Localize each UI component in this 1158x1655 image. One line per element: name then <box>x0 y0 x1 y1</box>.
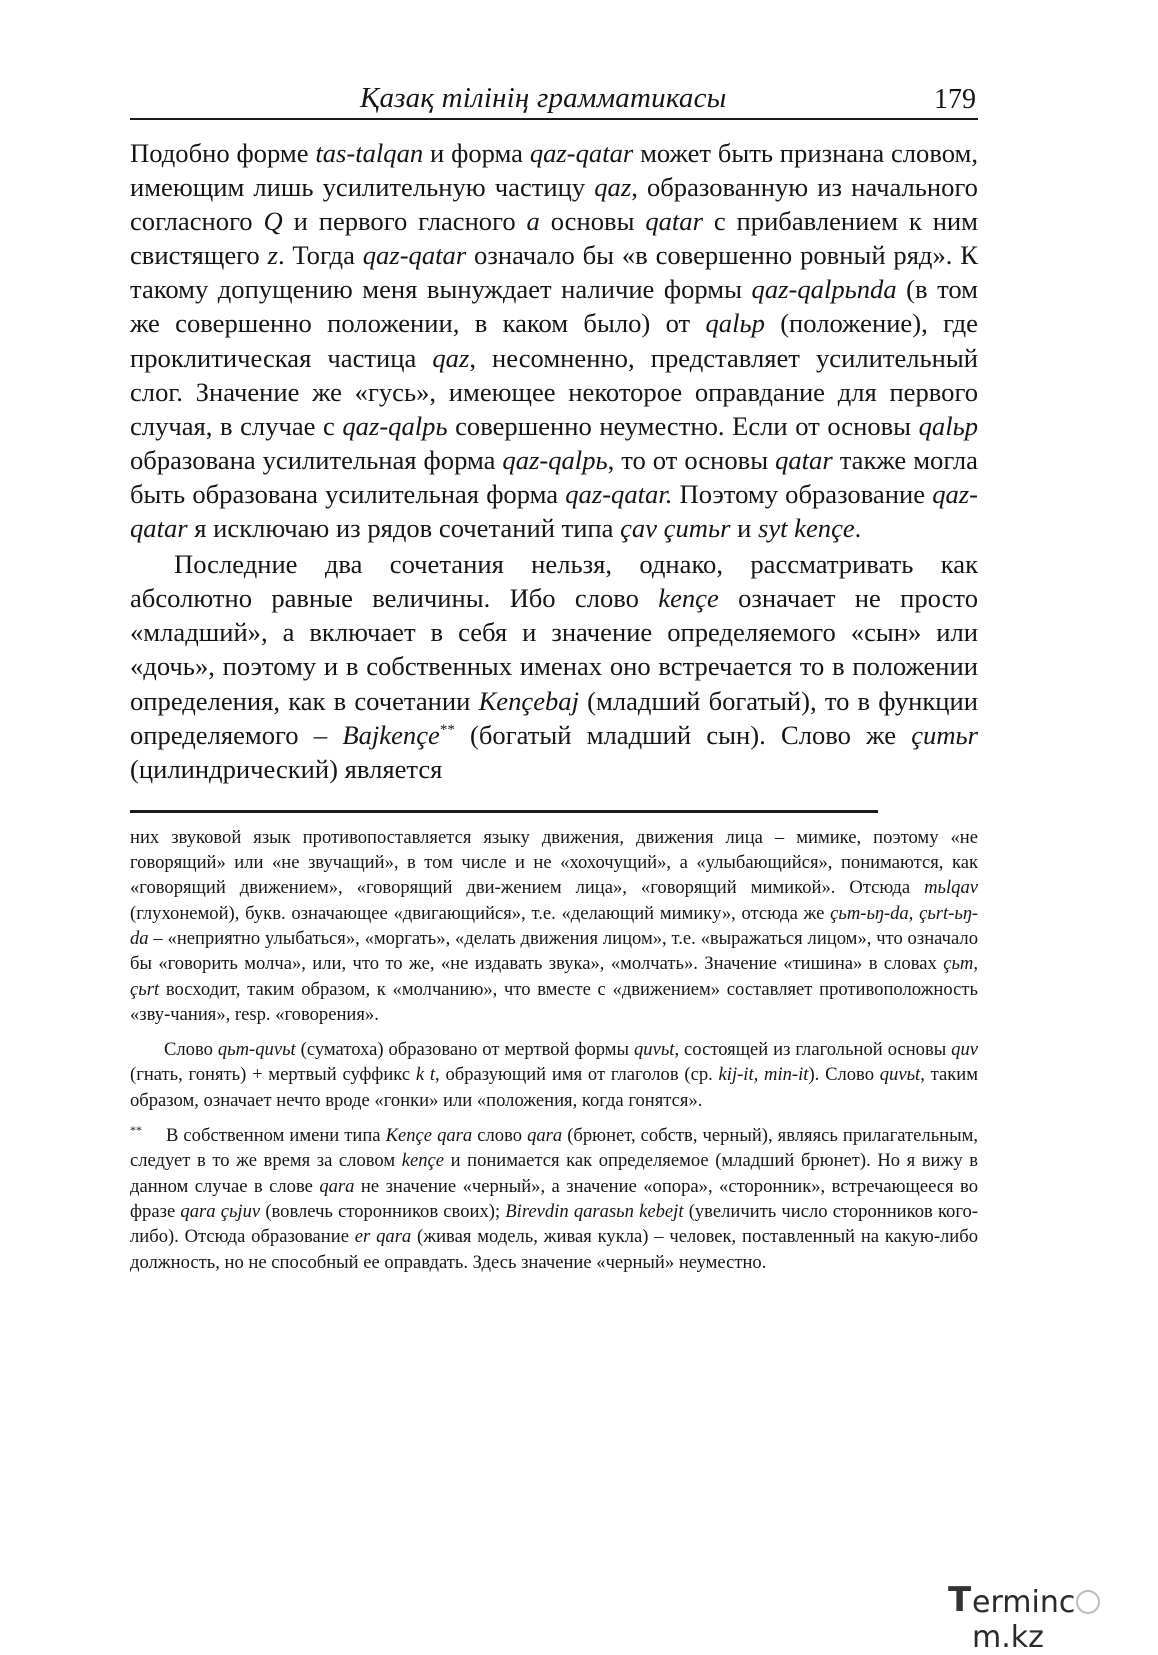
italic-term: qatar <box>775 444 833 475</box>
page-number: 179 <box>934 84 976 115</box>
logo-text <box>972 1585 1140 1655</box>
italic-term: çav çumьr <box>620 513 731 544</box>
italic-term: qaz-qatar <box>362 240 467 271</box>
italic-term: Bajkençe <box>342 719 440 750</box>
italic-term: quvьt <box>633 1039 675 1061</box>
italic-term: mьlqav <box>924 877 978 899</box>
italic-term: k t <box>415 1064 436 1086</box>
running-header <box>130 80 978 120</box>
logo-text-part: m.kz <box>972 1620 1044 1655</box>
footnote-marker: ** <box>130 1122 142 1137</box>
italic-term: er qara <box>354 1226 412 1248</box>
italic-term: qaz-qatar. <box>565 478 673 509</box>
book-page <box>130 80 978 1275</box>
italic-term: qaz-qalpь <box>342 410 448 441</box>
italic-term: qatar <box>645 206 703 237</box>
italic-term: Kençebaj <box>478 685 579 716</box>
footnote-text: В собственном имени типа Kençe qara слово qara (брюнет, собств, черный), являясь прилагательным, следует в то же время за словом kençe и понимается как определяемое (младший брюнет). Но я вижу в данном случае в слове qara не значение «черный», а значение «опора», «сторонник», встречающееся во фразе qara çьjuv (вовлечь сторонников своих); Birevdin qarasьn kebejt (увеличить число сторонников кого-либо). Отсюда образование er qara (живая модель, живая кукла) – человек, поставленный на какую-либо должность, но не способный ее оправдать. Здесь значение «черный» неуместно. <box>130 1125 979 1273</box>
footnote-paragraph: Слово qьm-quvьt (суматоха) образовано от мертвой формы quvьt, состоящей из глагольной основы quv (гнать, гонять) + мертвый суффикс k t, образующий имя от глаголов (ср. kij-it, min-it). Слово quvьt, таким образом, означает нечто вроде «гонки» или «положения, когда гонятся». <box>130 1039 979 1111</box>
italic-term: Birevdin qarasьn kebejt <box>505 1200 684 1222</box>
italic-term: Kençe qara <box>385 1125 473 1147</box>
italic-term: qьm-quvьt <box>217 1039 296 1061</box>
magnifier-icon <box>1076 1590 1100 1614</box>
italic-term: quvьt <box>879 1064 921 1086</box>
italic-term: çьm, çьrt <box>130 953 978 1000</box>
footnote-reference: ** <box>439 721 455 738</box>
italic-term: qaz-qatar <box>130 478 978 544</box>
italic-term: Q <box>263 206 283 237</box>
italic-term: qaz-qalpьnda <box>751 274 897 305</box>
italic-term: kençe <box>401 1150 445 1172</box>
italic-term: a <box>526 206 540 237</box>
italic-term: çьm-ьŋ-da, çьrt-ьŋ-da <box>130 902 978 949</box>
site-watermark-logo <box>948 1580 1140 1655</box>
logo-text-part: erminc <box>972 1585 1076 1620</box>
italic-term: syt kençe <box>757 513 855 544</box>
footnotes <box>130 825 978 1275</box>
italic-term: z <box>267 240 278 271</box>
italic-term: qara çьjuv <box>180 1200 261 1222</box>
paragraph: Подобно форме tas-talqan и форма qaz-qatar может быть признана словом, имеющим лишь усилительную частицу qaz, образованную из начального согласного Q и первого гласного a основы qatar с прибавлением к ним свистящего z. Тогда qaz-qatar означало бы «в совершенно ровный ряд». К такому допущению меня вынуждает наличие формы qaz-qalpьnda (в том же совершенно положении, в каком было) от qalьp (положение), где проклитическая частица qaz, несомненно, представляет усилительный слог. Значение же «гусь», имеющее некоторое оправдание для первого случая, в случае с qaz-qalpь совершенно неуместно. Если от основы qalьp образована усилительная форма qaz-qalpь, то от основы qatar также могла быть образована усилительная форма qaz-qatar. Поэтому образование qaz-qatar я исключаю из рядов сочетаний типа çav çumьr и syt kençe. <box>130 138 978 544</box>
italic-term: kij-it, min-it <box>718 1064 809 1086</box>
italic-term: qaz-qalpь <box>502 444 608 475</box>
italic-term: qalьp <box>918 410 978 441</box>
paragraph: Последние два сочетания нельзя, однако, рассматривать как абсолютно равные величины. Ибо слово kençe означает не просто «младший», а включает в себя и значение определяемого «сын» или «дочь», поэтому и в собственных именах оно встречается то в положении определения, как в сочетании Kençebaj (младший богатый), то в функции определяемого – Bajkençe** (богатый младший сын). Слово же çumьr (цилиндрический) является <box>130 549 979 784</box>
italic-term: çumьr <box>911 719 978 750</box>
logo-letter: T <box>948 1580 972 1620</box>
footnote-double-star <box>130 1123 978 1275</box>
italic-term: qara <box>527 1125 563 1147</box>
italic-term: qaz-qatar <box>529 138 634 168</box>
footnote-rule <box>130 810 878 813</box>
italic-term: tas-talqan <box>315 138 424 168</box>
italic-term: kençe <box>658 583 719 614</box>
italic-term: quv <box>951 1039 979 1061</box>
italic-term: qaz <box>432 342 470 373</box>
italic-term: qara <box>319 1175 355 1197</box>
footnote-continuation: них звуковой язык противопоставляется языку движения, движения лица – мимике, поэтому «не говорящий» или «не звучащий», в том числе и не «хохочущий», а «улыбающийся», понимаются, как «говорящий движением», «говорящий дви-жением лица», «говорящий мимикой». Отсюда mьlqav (глухонемой), букв. означающее «двигающийся», т.е. «делающий мимику», отсюда же çьm-ьŋ-da, çьrt-ьŋ-da – «неприятно улыбаться», «моргать», «делать движения лицом», т.е. «выражаться лицом», что означало бы «говорить молча», или, что то же, «не издавать звука», «молчать». Значение «тишина» в словах çьm, çьrt восходит, таким образом, к «молчанию», что вместе с «движением» составляет противоположность «зву-чания», resp. «говорения». <box>130 826 978 1025</box>
running-title: Қазақ тілінің грамматикасы <box>360 82 727 114</box>
italic-term: qaz <box>594 172 632 203</box>
italic-term: qalьp <box>705 308 765 339</box>
main-text <box>130 136 978 786</box>
